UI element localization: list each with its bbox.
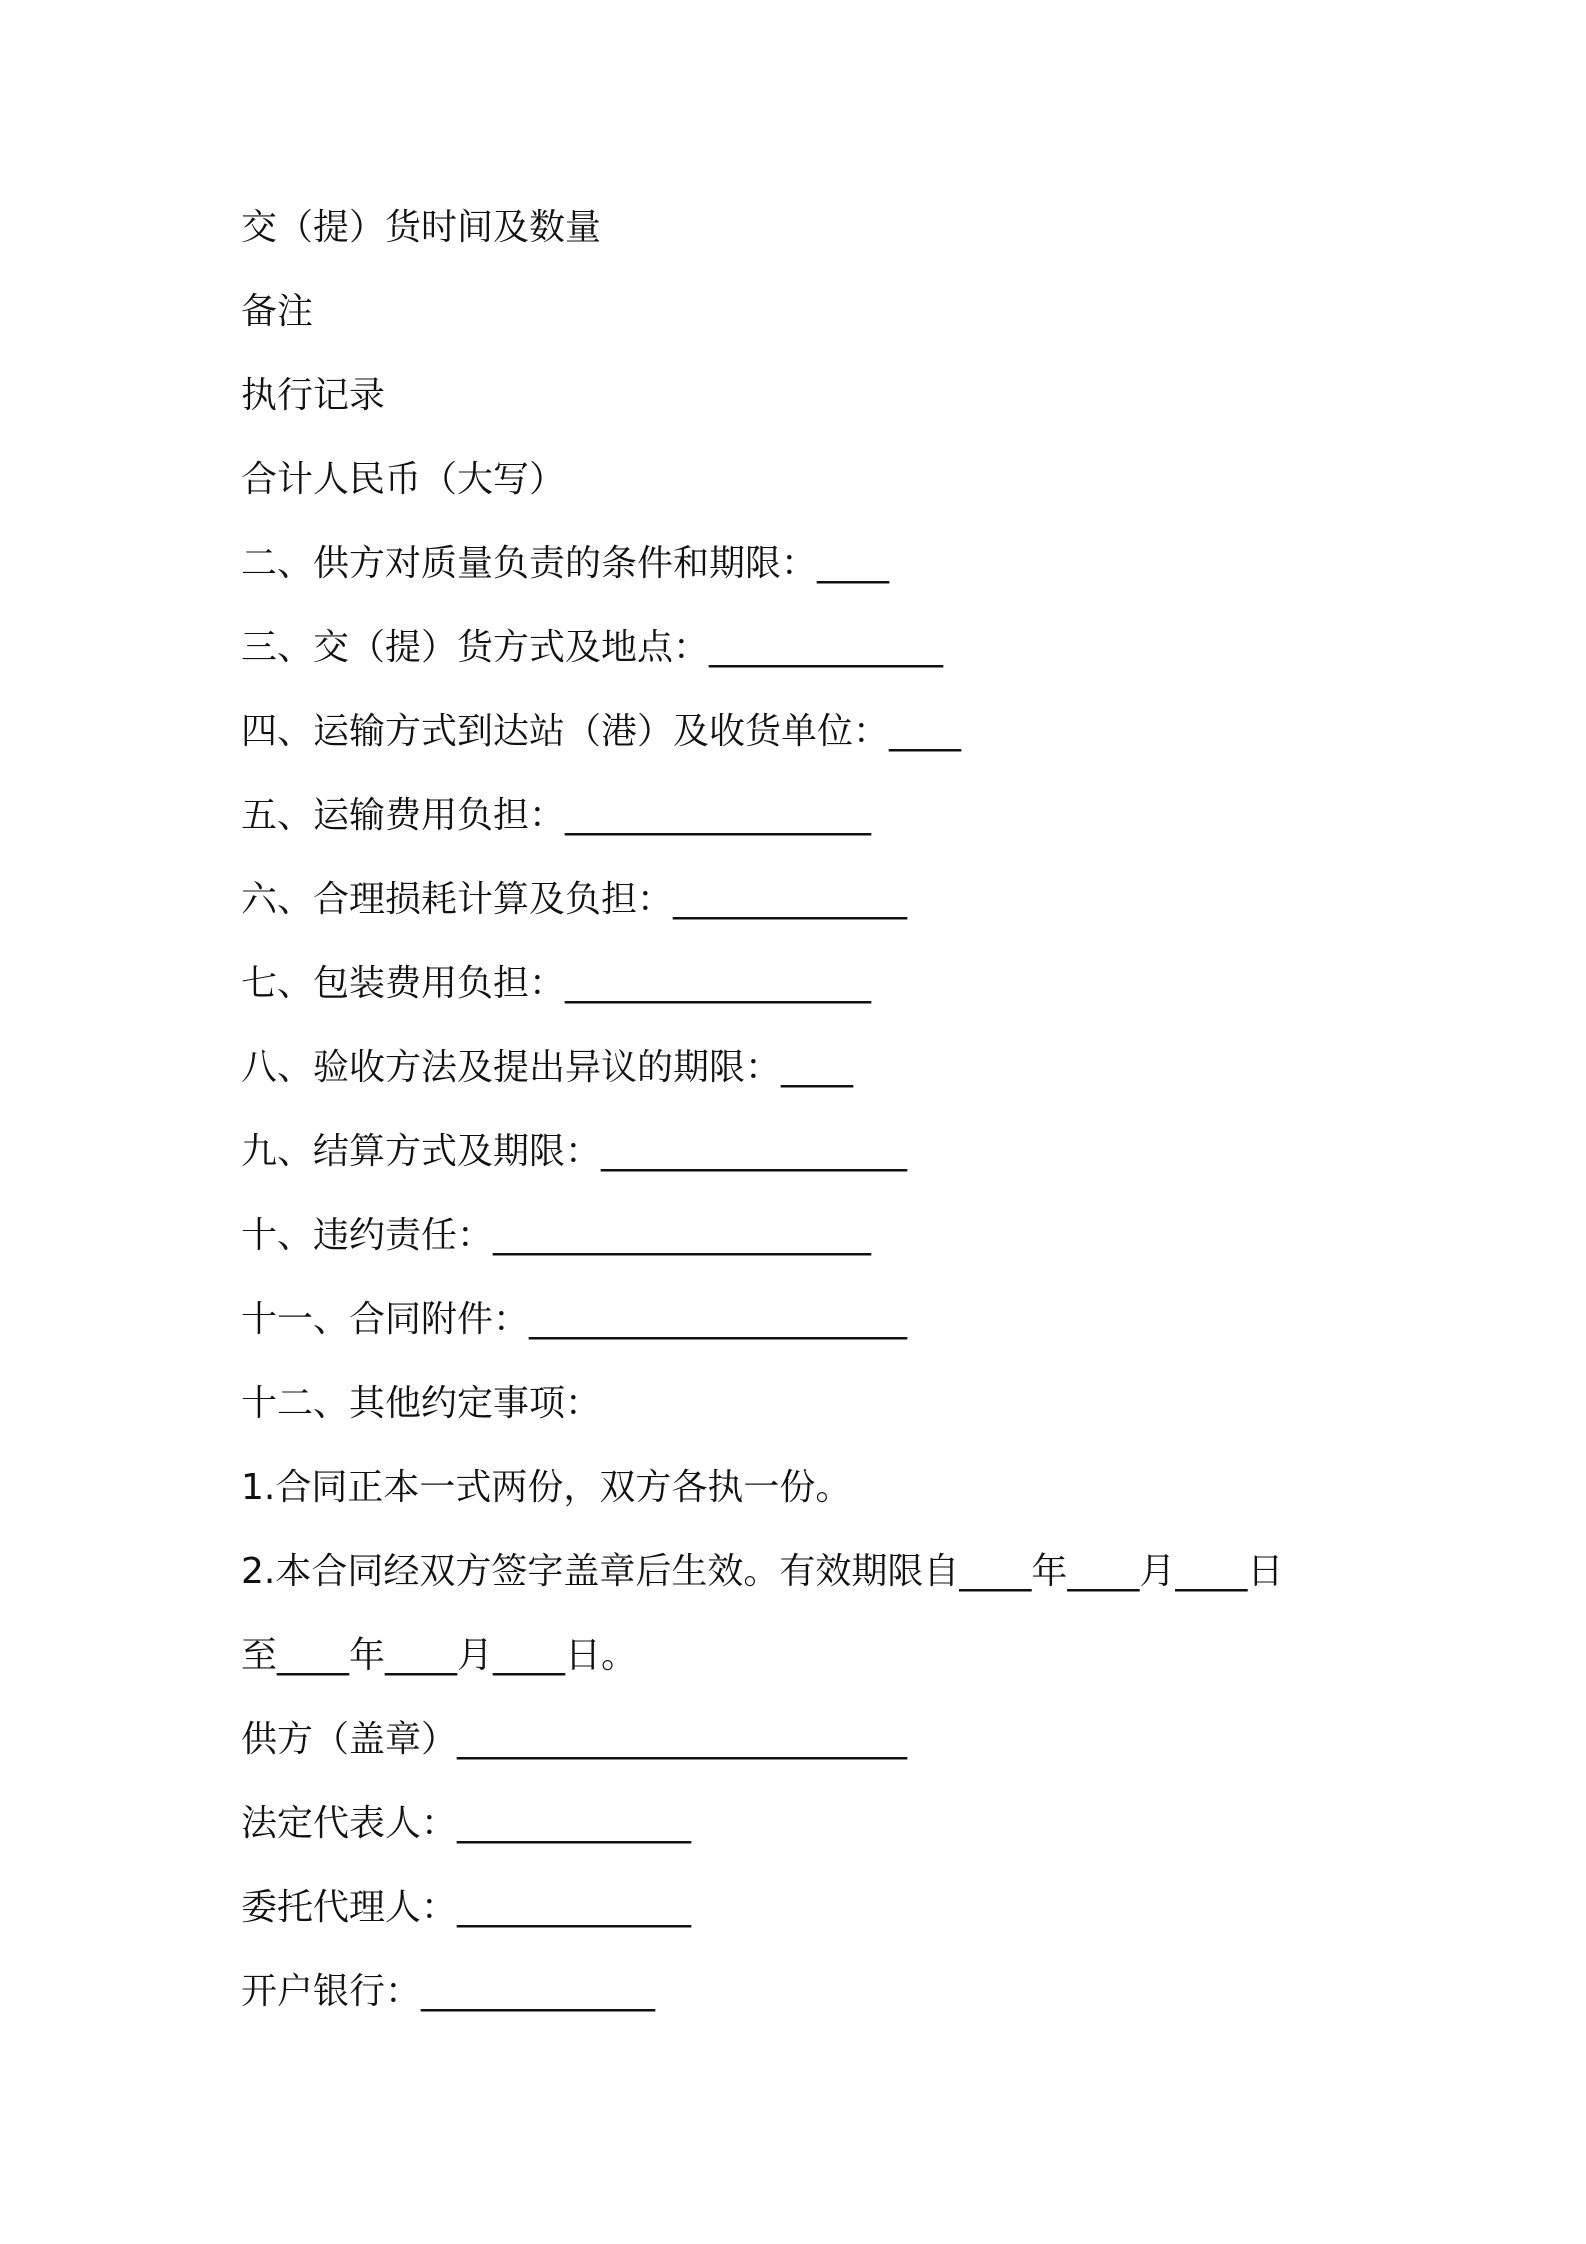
contract-body: [241, 196, 1391, 2044]
execution-record-row: 执行记录: [241, 375, 386, 416]
other-item-2: 2.本合同经双方签字盖章后生效。有效期限自____年____月____日: [241, 1551, 1284, 1592]
authorized-agent-row: 委托代理人：_____________: [241, 1887, 692, 1928]
bank-row: 开户银行：_____________: [241, 1971, 656, 2012]
clause-11-attachments: 十一、合同附件：_____________________: [241, 1299, 908, 1340]
other-item-1: 1.合同正本一式两份，双方各执一份。: [241, 1467, 852, 1508]
clause-4-transport: 四、运输方式到达站（港）及收货单位：____: [241, 711, 962, 752]
clause-7-packaging-cost: 七、包装费用负担：_________________: [241, 963, 872, 1004]
clause-3-delivery-method: 三、交（提）货方式及地点：_____________: [241, 627, 944, 668]
delivery-time-quantity-row: 交（提）货时间及数量: [241, 207, 602, 248]
remarks-row: 备注: [241, 291, 314, 332]
total-rmb-row: 合计人民币（大写）: [241, 459, 566, 500]
validity-end-date: 至____年____月____日。: [241, 1635, 638, 1676]
legal-representative-row: 法定代表人：_____________: [241, 1803, 692, 1844]
clause-5-transport-cost: 五、运输费用负担：_________________: [241, 795, 872, 836]
clause-9-settlement: 九、结算方式及期限：_________________: [241, 1131, 908, 1172]
clause-10-liability: 十、违约责任：_____________________: [241, 1215, 872, 1256]
clause-12-other: 十二、其他约定事项：: [241, 1383, 602, 1424]
clause-8-acceptance: 八、验收方法及提出异议的期限：____: [241, 1047, 854, 1088]
clause-2-quality: 二、供方对质量负责的条件和期限：____: [241, 543, 890, 584]
clause-6-loss: 六、合理损耗计算及负担：_____________: [241, 879, 908, 920]
supplier-seal-row: 供方（盖章）_________________________: [241, 1719, 908, 1760]
